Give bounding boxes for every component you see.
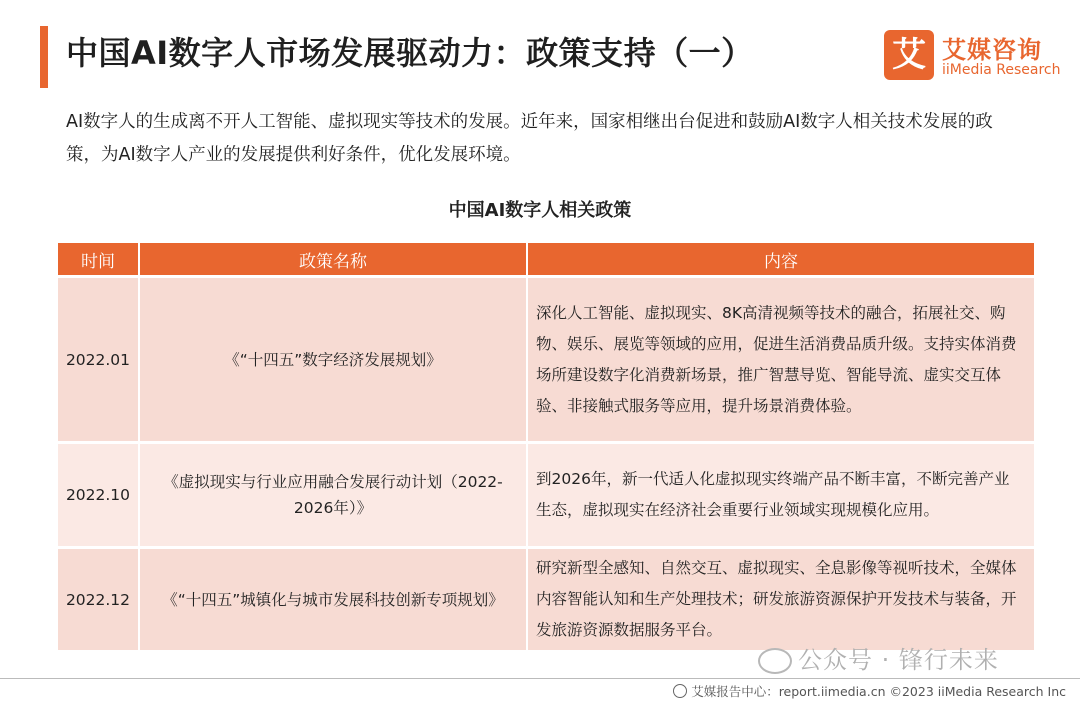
footer	[673, 682, 1066, 700]
page-title: 中国AI数字人市场发展驱动力：政策支持（一）	[66, 34, 754, 72]
cell-time: 2022.10	[58, 441, 140, 546]
cell-policy-name: 《虚拟现实与行业应用融合发展行动计划（2022-2026年）》	[140, 441, 528, 546]
intro-paragraph: AI数字人的生成离不开人工智能、虚拟现实等技术的发展。近年来，国家相继出台促进和鼓励AI数字人相关技术发展的政策，为AI数字人产业的发展提供利好条件，优化发展环境。	[66, 112, 993, 165]
cell-content: 研究新型全感知、自然交互、虚拟现实、全息影像等视听技术，全媒体内容智能认知和生产处理技术；研发旅游资源保护开发技术与装备，开发旅游资源数据服务平台。	[528, 546, 1034, 650]
table-title: 中国AI数字人相关政策	[448, 200, 632, 221]
wechat-watermark	[758, 640, 999, 675]
cell-policy-name: 《“十四五”数字经济发展规划》	[140, 275, 528, 441]
footer-text: 艾媒报告中心：report.iimedia.cn ©2023 iiMedia Research Inc	[691, 684, 1066, 699]
cell-time: 2022.12	[58, 546, 140, 650]
logo-name-cn: 艾媒咨询	[942, 36, 1042, 64]
globe-icon	[673, 684, 687, 698]
logo-name-en: iiMedia Research	[942, 62, 1061, 78]
policy-table	[58, 243, 1034, 650]
table-row	[58, 546, 1034, 650]
cell-time: 2022.01	[58, 275, 140, 441]
cell-policy-name: 《“十四五”城镇化与城市发展科技创新专项规划》	[140, 546, 528, 650]
header-content: 内容	[528, 243, 1034, 275]
wechat-icon	[758, 648, 792, 674]
header-policy-name: 政策名称	[140, 243, 528, 275]
header-time: 时间	[58, 243, 140, 275]
logo-mark: 艾	[884, 30, 934, 80]
title-accent-bar	[40, 26, 48, 88]
table-header-row	[58, 243, 1034, 275]
footer-divider	[0, 678, 1080, 679]
table-row	[58, 275, 1034, 441]
table-row	[58, 441, 1034, 546]
cell-content: 到2026年，新一代适人化虚拟现实终端产品不断丰富，不断完善产业生态，虚拟现实在经济社会重要行业领域实现规模化应用。	[528, 441, 1034, 546]
watermark-text: 公众号 · 锋行未来	[798, 646, 999, 674]
cell-content: 深化人工智能、虚拟现实、8K高清视频等技术的融合，拓展社交、购物、娱乐、展览等领域的应用，促进生活消费品质升级。支持实体消费场所建设数字化消费新场景，推广智慧导览、智能导流、虚实交互体验、非接触式服务等应用，提升场景消费体验。	[528, 275, 1034, 441]
iimedia-logo	[884, 30, 1064, 82]
